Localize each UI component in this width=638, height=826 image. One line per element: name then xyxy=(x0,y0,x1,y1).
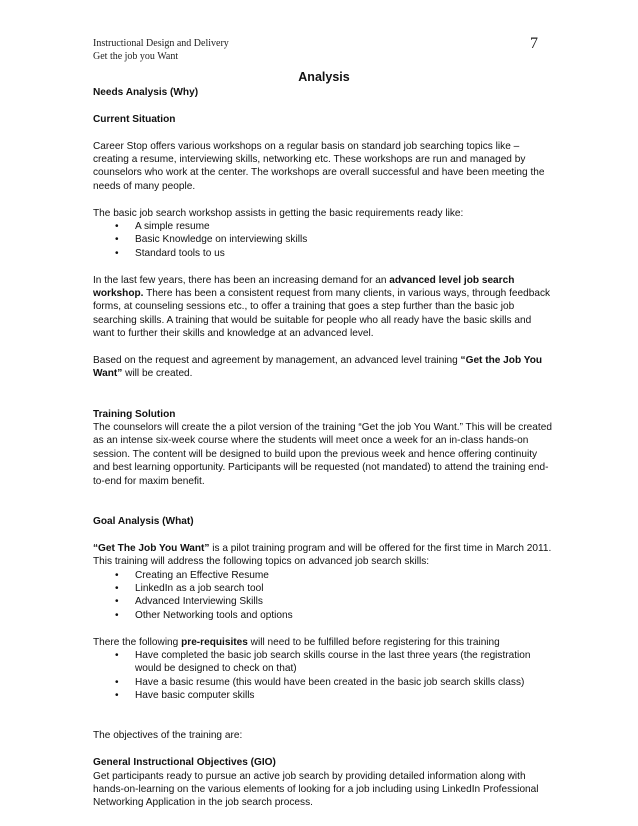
emphasis-prerequisites: pre-requisites xyxy=(181,636,248,648)
text-run: is a pilot training program and will be offered for the first time in March 2011. This training will address the following topics on advanced job search skills: xyxy=(93,542,552,568)
list-item: • Other Networking tools and options xyxy=(93,609,553,622)
list-item: • Have completed the basic job search skills course in the last three years (the registration would be designed to check on that) xyxy=(93,649,553,676)
running-header xyxy=(93,37,229,63)
basic-requirements-list xyxy=(93,220,553,260)
training-solution-heading: Training Solution xyxy=(93,408,176,420)
text-run: will need to be fulfilled before registering for this training xyxy=(247,636,500,648)
list-item: • A simple resume xyxy=(93,220,553,233)
header-subtitle: Get the job you Want xyxy=(93,51,179,62)
gio-heading: General Instructional Objectives (GIO) xyxy=(93,757,276,769)
list-item: • Have a basic resume (this would have been created in the basic job search skills class) xyxy=(93,676,553,689)
text-run: will be created. xyxy=(122,368,193,380)
training-solution-paragraph: The counselors will create the a pilot version of the training “Get the job You Want.” This will be created as an intense six-week course where the students will meet once a week for an in-class hands-on session. The content will be designed to build upon the previous week and hence offering continuity and best learning opportunity. Participants will be requested (not mandated) to attend the training end-to-end for maxim benefit. xyxy=(93,422,552,487)
management-paragraph xyxy=(93,354,553,381)
text-run: There the following xyxy=(93,636,182,648)
document-body xyxy=(93,86,553,810)
prerequisites-list xyxy=(93,649,553,703)
current-situation-paragraph: Career Stop offers various workshops on a regular basis on standard job searching topics like – creating a resume, interviewing skills, networking etc. These workshops are run and managed by counselors who work at the center. The workshops are overall successful and have been meeting the needs of many people. xyxy=(93,140,545,192)
list-item: • Creating an Effective Resume xyxy=(93,569,553,582)
demand-paragraph xyxy=(93,274,553,341)
goal-analysis-heading: Goal Analysis (What) xyxy=(93,515,194,527)
emphasis-training-name: “Get the Job You Want” xyxy=(93,355,543,380)
current-situation-heading: Current Situation xyxy=(93,113,176,125)
emphasis-program-name: “Get The Job You Want” xyxy=(93,542,210,554)
emphasis-advanced-workshop: advanced level job search workshop. xyxy=(93,274,515,300)
list-item: • Advanced Interviewing Skills xyxy=(93,595,553,608)
text-run: There has been a consistent request from many clients, in various ways, through feedback forms, at counseling sessions etc., to offer a training that goes a step further than the basic job searching skills. A training that would be suitable for people who all ready have the basic skills and want to further their skills and knowledge at an advanced level. xyxy=(93,288,551,340)
list-item: • Standard tools to us xyxy=(93,247,553,260)
needs-analysis-heading: Needs Analysis (Why) xyxy=(93,87,199,98)
prerequisites-intro xyxy=(93,636,553,649)
section-title: Analysis xyxy=(298,70,350,84)
topics-list xyxy=(93,569,553,623)
basic-workshop-intro: The basic job search workshop assists in getting the basic requirements ready like: xyxy=(93,207,464,219)
header-course-title: Instructional Design and Delivery xyxy=(93,38,229,49)
objectives-intro: The objectives of the training are: xyxy=(93,730,243,742)
list-item: • Have basic computer skills xyxy=(93,689,553,702)
text-run: Based on the request and agreement by management, an advanced level training xyxy=(93,355,461,367)
list-item: • Basic Knowledge on interviewing skills xyxy=(93,233,553,246)
list-item: • LinkedIn as a job search tool xyxy=(93,582,553,595)
gio-paragraph: Get participants ready to pursue an active job search by providing detailed information along with hands-on-learning on the various elements of looking for a job including using LinkedIn Professional Networking Application in the job search process. xyxy=(93,770,539,809)
page-number: 7 xyxy=(530,35,538,52)
text-run: In the last few years, there has been an increasing demand for an xyxy=(93,274,390,286)
goal-intro-paragraph xyxy=(93,542,553,569)
